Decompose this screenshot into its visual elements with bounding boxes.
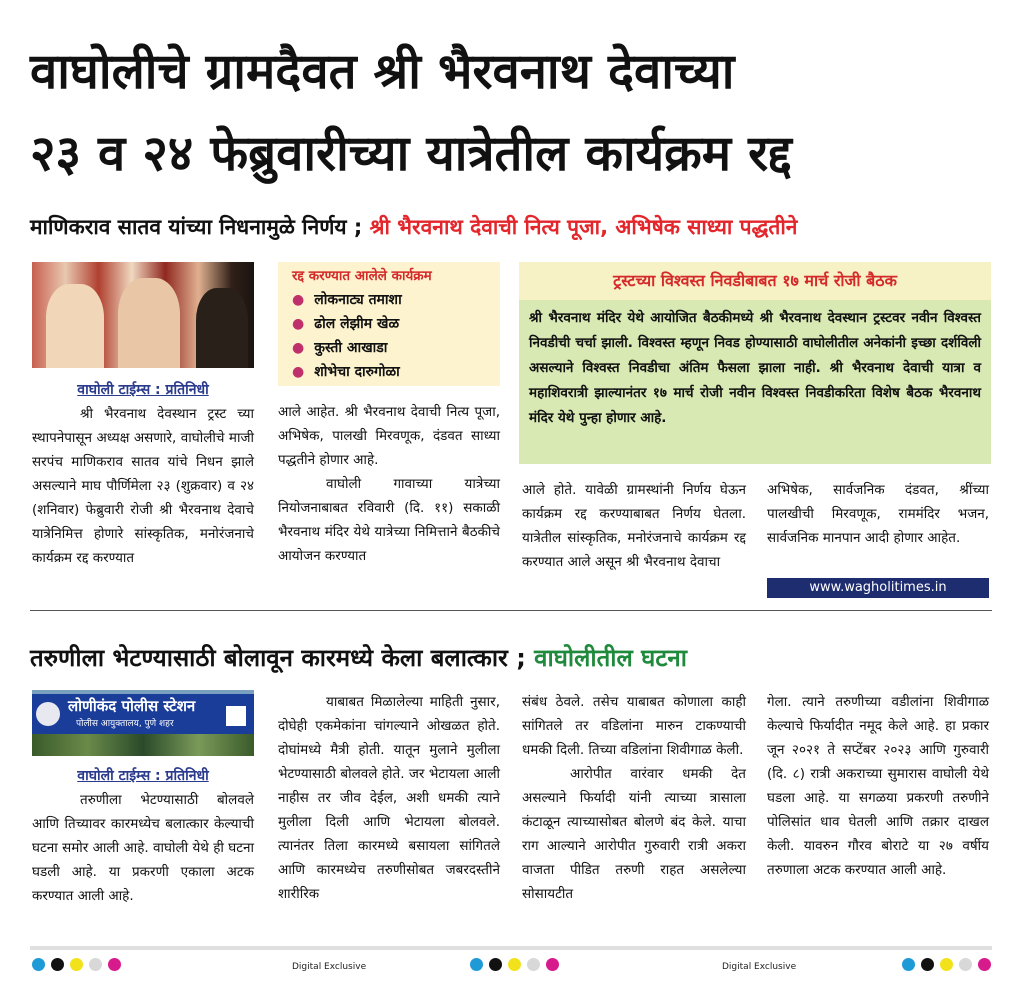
- story1-byline: वाघोली टाईम्स : प्रतिनिधी: [77, 382, 209, 398]
- story1-column-1: [32, 378, 254, 570]
- story1-col1-text: श्री भैरवनाथ देवस्थान ट्रस्ट च्या स्थापनेपासून अध्यक्ष असणारे, वाघोलीचे माजी सरपंच माणिकराव सातव यांचे निधन झाले असल्याने माघ पौर्णिमेला २३ (शुक्रवार) व २४ (शनिवार) फेब्रुवारी रोजी श्री भैरवनाथ देवाचे यात्रेनिमित्त होणारे सांस्कृतिक, मनोरंजनाचे कार्यक्रम रद्द करण्यात: [32, 406, 254, 566]
- story1-column-2: [278, 400, 500, 568]
- story1-col2a-text: आले आहेत. श्री भैरवनाथ देवाची नित्य पूजा, अभिषेक, पालखी मिरवणूक, दंडवत साध्या पद्धतीने होणार आहे.: [278, 404, 500, 468]
- story2-column-1: [32, 764, 254, 908]
- police-sign-line-1: लोणीकंद पोलीस स्टेशन: [68, 697, 196, 715]
- headline-line-1: वाघोलीचे ग्रामदैवत श्री भैरवनाथ देवाच्या: [30, 43, 735, 100]
- digital-exclusive-label-left: Digital Exclusive: [292, 962, 367, 972]
- registration-dot: [108, 958, 121, 971]
- temple-deity-photo: [32, 262, 254, 368]
- website-link[interactable]: www.wagholitimes.in: [767, 578, 989, 598]
- story1-col2b-text: वाघोली गावाच्या यात्रेच्या नियोजनाबाबत रविवारी (दि. ११) सकाळी भैरवनाथ मंदिर येथे यात्रेच्या निमित्ताने बैठकीचे आयोजन करण्यात: [278, 476, 500, 564]
- registration-dot: [940, 958, 953, 971]
- police-sign-line-2: पोलीस आयुक्तालय, पुणे शहर: [76, 719, 174, 729]
- list-item: ● कुस्ती आखाडा: [292, 340, 388, 356]
- story1-column-3: [522, 478, 746, 574]
- registration-dot: [546, 958, 559, 971]
- registration-dot: [89, 958, 102, 971]
- list-item: ● ढोल लेझीम खेळ: [292, 316, 400, 332]
- bullet-icon: ●: [292, 364, 305, 380]
- story2-col3a-text: संबंध ठेवले. तसेच याबाबत कोणाला काही सांगितले तर वडिलांना मारुन टाकण्याची धमकी दिली. तिच्या वडिलांना शिवीगाळ केली.: [522, 694, 746, 758]
- cancelled-programs-title: रद्द करण्यात आलेले कार्यक्रम: [292, 268, 432, 284]
- bullet-icon: ●: [292, 340, 305, 356]
- registration-dot: [70, 958, 83, 971]
- subheadline-2-green: वाघोलीतील घटना: [534, 644, 687, 672]
- trees-decoration: [32, 734, 254, 756]
- registration-dot: [978, 958, 991, 971]
- cancelled-programs-box: [278, 262, 500, 386]
- subheadline-2-black: तरुणीला भेटण्यासाठी बोलावून कारमध्ये केला बलात्कार ;: [30, 644, 526, 672]
- story2-column-2: [278, 690, 500, 906]
- headline-line-2: २३ व २४ फेब्रुवारीच्या यात्रेतील कार्यक्रम रद्द: [30, 125, 792, 182]
- bullet-icon: ●: [292, 292, 305, 308]
- color-registration-dots-left: [32, 958, 121, 971]
- story2-byline: वाघोली टाईम्स : प्रतिनिधी: [77, 768, 209, 784]
- subheadline-1-red: श्री भैरवनाथ देवाची नित्य पूजा, अभिषेक साध्या पद्धतीने: [369, 215, 798, 239]
- registration-dot: [902, 958, 915, 971]
- story2-col3b-text: आरोपीत वारंवार धमकी देत असल्याने फिर्यादी यांनी त्याच्या त्रासाला कंटाळून त्याच्यासोबत बोलणे बंद केले. याचा राग आल्याने आरोपीत गुरुवारी रात्री अकरा वाजता पीडित तरुणी राहत असलेल्या सोसायटीत: [522, 766, 746, 902]
- registration-dot: [489, 958, 502, 971]
- list-item: ● शोभेचा दारुगोळा: [292, 364, 400, 380]
- registration-dot: [959, 958, 972, 971]
- footer-bar: [30, 946, 992, 950]
- story2-col1-text: तरुणीला भेटण्यासाठी बोलवले आणि तिच्यावर कारमध्येच बलात्कार केल्याची घटना समोर आली आहे. वाघोली येथे ही घटना घडली आहे. या प्रकरणी एकाला अटक करण्यात आली आहे.: [32, 792, 254, 904]
- list-item: ● लोकनाट्य तमाशा: [292, 292, 402, 308]
- subheadline-1: [30, 212, 1000, 242]
- trust-meeting-box: [519, 262, 991, 464]
- story1-col4-text: अभिषेक, सार्वजनिक दंडवत, श्रींच्या पालखीची मिरवणूक, राममंदिर भजन, सार्वजनिक मानपान आदी होणार आहेत.: [767, 482, 989, 546]
- cancelled-programs-list: [292, 288, 402, 384]
- color-registration-dots-center: [470, 958, 559, 971]
- registration-dot: [921, 958, 934, 971]
- trust-meeting-title: ट्रस्टच्या विश्वस्त निवडीबाबत १७ मार्च रोजी बैठक: [519, 262, 991, 300]
- registration-dot: [32, 958, 45, 971]
- subheadline-1-black: माणिकराव सातव यांच्या निधनामुळे निर्णय ;: [30, 215, 363, 239]
- bullet-icon: ●: [292, 316, 305, 332]
- registration-dot: [51, 958, 64, 971]
- registration-dot: [508, 958, 521, 971]
- registration-dot: [470, 958, 483, 971]
- registration-dot: [527, 958, 540, 971]
- story2-col4-text: गेला. त्याने तरुणीच्या वडीलांना शिवीगाळ केल्याचे फिर्यादीत नमूद केले आहे. हा प्रकार जून २०२१ ते सप्टेंबर २०२३ आणि गुरुवारी (दि. ८) रात्री अकराच्या सुमारास वाघोली येथे घडला आहे. या सगळया प्रकरणी तरुणीने पोलिसांत धाव घेतली आणि तक्रार दाखल केली. यावरुन गौरव बोराटे या २७ वर्षीय तरुणाला अटक करण्यात आली आहे.: [767, 694, 989, 878]
- subheadline-2: [30, 640, 1000, 676]
- police-station-photo: [32, 690, 254, 756]
- story2-column-4: [767, 690, 989, 882]
- color-registration-dots-right: [902, 958, 991, 971]
- police-emblem-icon: [36, 702, 60, 726]
- digital-exclusive-label-right: Digital Exclusive: [722, 962, 797, 972]
- story1-col3-text: आले होते. यावेळी ग्रामस्थांनी निर्णय घेऊन कार्यक्रम रद्द करण्याबाबत निर्णय घेतला. यात्रेतील सांस्कृतिक, मनोरंजनाचे कार्यक्रम रद्द करण्यात आले असून श्री भैरवनाथ देवाचा: [522, 482, 746, 570]
- story1-column-4: [767, 478, 989, 550]
- story2-col2-text: याबाबत मिळालेल्या माहिती नुसार, दोघेही एकमेकांना चांगल्याने ओखळत होते. दोघांमध्ये मैत्री होती. यातून मुलाने मुलीला भेटण्यासाठी बोलवले होते. जर भेटायला आली नाहीस तर जीव देईल, अशी धमकी त्याने मुलीला दिली आणि भेटायला बोलवले. त्यानंतर तिला कारमध्ये बसायला सांगितले आणि कारमध्येच तरुणीसोबत जबरदस्तीने शारीरिक: [278, 694, 500, 902]
- story2-column-3: [522, 690, 746, 906]
- trust-meeting-body: श्री भैरवनाथ मंदिर येथे आयोजित बैठकीमध्ये श्री भैरवनाथ देवस्थान ट्रस्टवर नवीन विश्वस्त निवडीची चर्चा झाली. विश्वस्त म्हणून निवड होण्यासाठी वाघोलीतील अनेकांनी इच्छा दर्शविली असल्याने विश्वस्त निवडीचा अंतिम फैसला झाला नाही. श्री भैरवनाथ देवाची यात्रा व महाशिवरात्री झाल्यानंतर १७ मार्च रोजी नवीन विश्वस्त निवडीकरिता विशेष बैठक भैरवनाथ मंदिर येथे पुन्हा होणार आहे.: [529, 310, 981, 426]
- section-divider: [30, 610, 992, 611]
- police-station-sign: [32, 694, 254, 734]
- police-logo-icon: [224, 704, 248, 728]
